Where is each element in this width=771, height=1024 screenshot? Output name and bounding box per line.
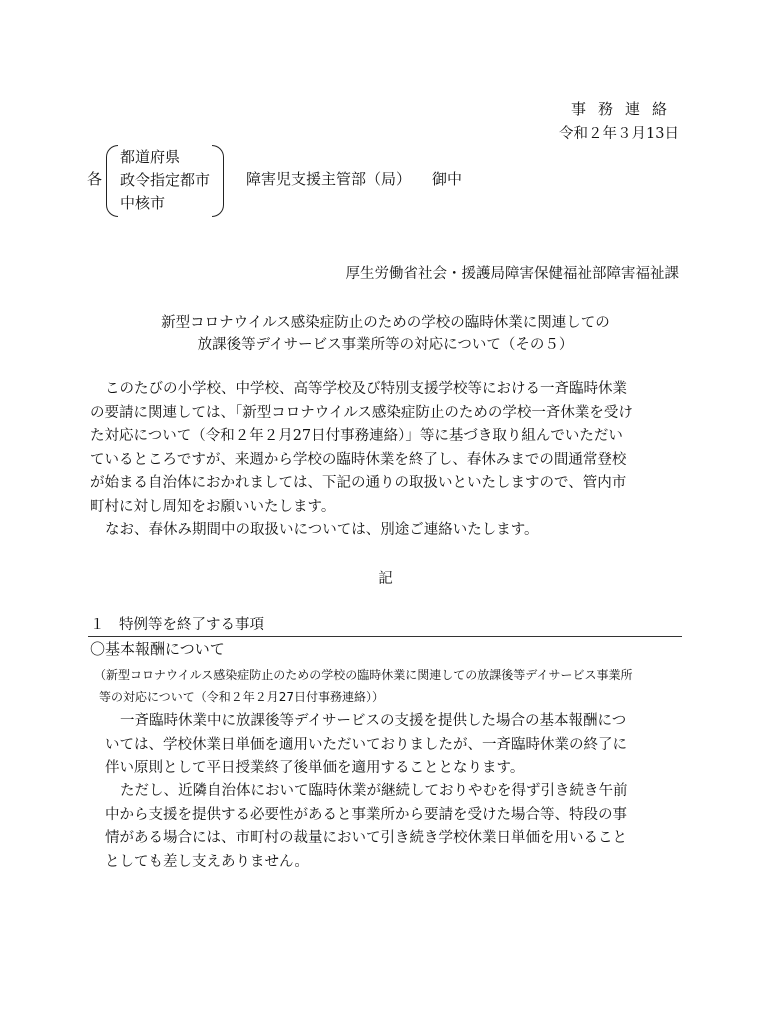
addressee-item: 中核市	[120, 194, 166, 212]
document-date: 令和２年３月13日	[559, 126, 679, 142]
addressee-item: 都道府県	[120, 148, 181, 166]
section-line: ただし、近隣自治体において臨時休業が継続しておりやむを得ず引き続き午前	[120, 783, 628, 799]
section-divider	[88, 636, 682, 637]
section-heading: １ 特例等を終了する事項	[90, 617, 264, 633]
addressee-list	[120, 146, 210, 215]
body-line: 町村に対し周知をお願いいたします。	[90, 498, 336, 515]
document-type: 事務連絡	[570, 100, 679, 118]
right-bracket	[212, 145, 224, 217]
section-line: としても差し支えありません。	[105, 853, 309, 870]
document-title-line-2: 放課後等デイサービス事業所等の対応について（その５）	[197, 337, 574, 353]
body-paragraph-2: なお、春休み期間中の取扱いについては、別途ご連絡いたします。	[105, 522, 539, 538]
body-line: このたびの小学校、中学校、高等学校及び特別支援学校等における一斉臨時休業	[105, 381, 627, 397]
body-line: の要請に関連しては、「新型コロナウイルス感染症防止のための学校一斉休業を受け	[90, 404, 633, 421]
ki-marker: 記	[378, 571, 393, 587]
section-line: 中から支援を提供する必要性があると事業所から要請を受けた場合等、特段の事	[105, 806, 627, 823]
section-line: 情がある場合には、市町村の裁量において引き続き学校休業日単価を用いること	[105, 830, 627, 846]
reference-line: 等の対応について（令和２年２月27日付事務連絡））	[99, 690, 385, 704]
sender: 厚生労働省社会・援護局障害保健福祉部障害福祉課	[345, 266, 679, 282]
body-paragraph-1	[90, 378, 690, 543]
reference-line: （新型コロナウイルス感染症防止のための学校の臨時休業に関連しての放課後等デイサービス事業所	[94, 668, 633, 682]
section-line: 伴い原則として平日授業終了後単価を適用することとなります。	[105, 760, 525, 776]
sub-heading: 〇基本報酬について	[90, 640, 225, 658]
document-title-line-1: 新型コロナウイルス感染症防止のための学校の臨時休業に関連しての	[161, 315, 610, 331]
section-line: 一斉臨時休業中に放課後等デイサービスの支援を提供した場合の基本報酬につ	[120, 713, 627, 729]
addressee-prefix: 各	[87, 170, 103, 188]
body-line: た対応について（令和２年２月27日付事務連絡）」等に基づき取り組んでいただい	[90, 428, 623, 444]
addressee-honorific: 御中	[432, 170, 463, 188]
left-bracket	[106, 145, 118, 217]
body-line: ているところですが、来週から学校の臨時休業を終了し、春休みまでの間通常登校	[90, 451, 627, 468]
body-line: が始まる自治体におかれましては、下記の通りの取扱いといたしますので、管内市	[90, 475, 627, 491]
addressee-department: 障害児支援主管部（局）	[246, 170, 412, 188]
reference-note	[94, 664, 632, 708]
section-paragraph-1	[105, 710, 627, 781]
section-paragraph-2	[105, 780, 628, 874]
addressee-item: 政令指定都市	[120, 171, 211, 189]
section-line: いては、学校休業日単価を適用いただいておりましたが、一斉臨時休業の終了に	[105, 736, 627, 753]
